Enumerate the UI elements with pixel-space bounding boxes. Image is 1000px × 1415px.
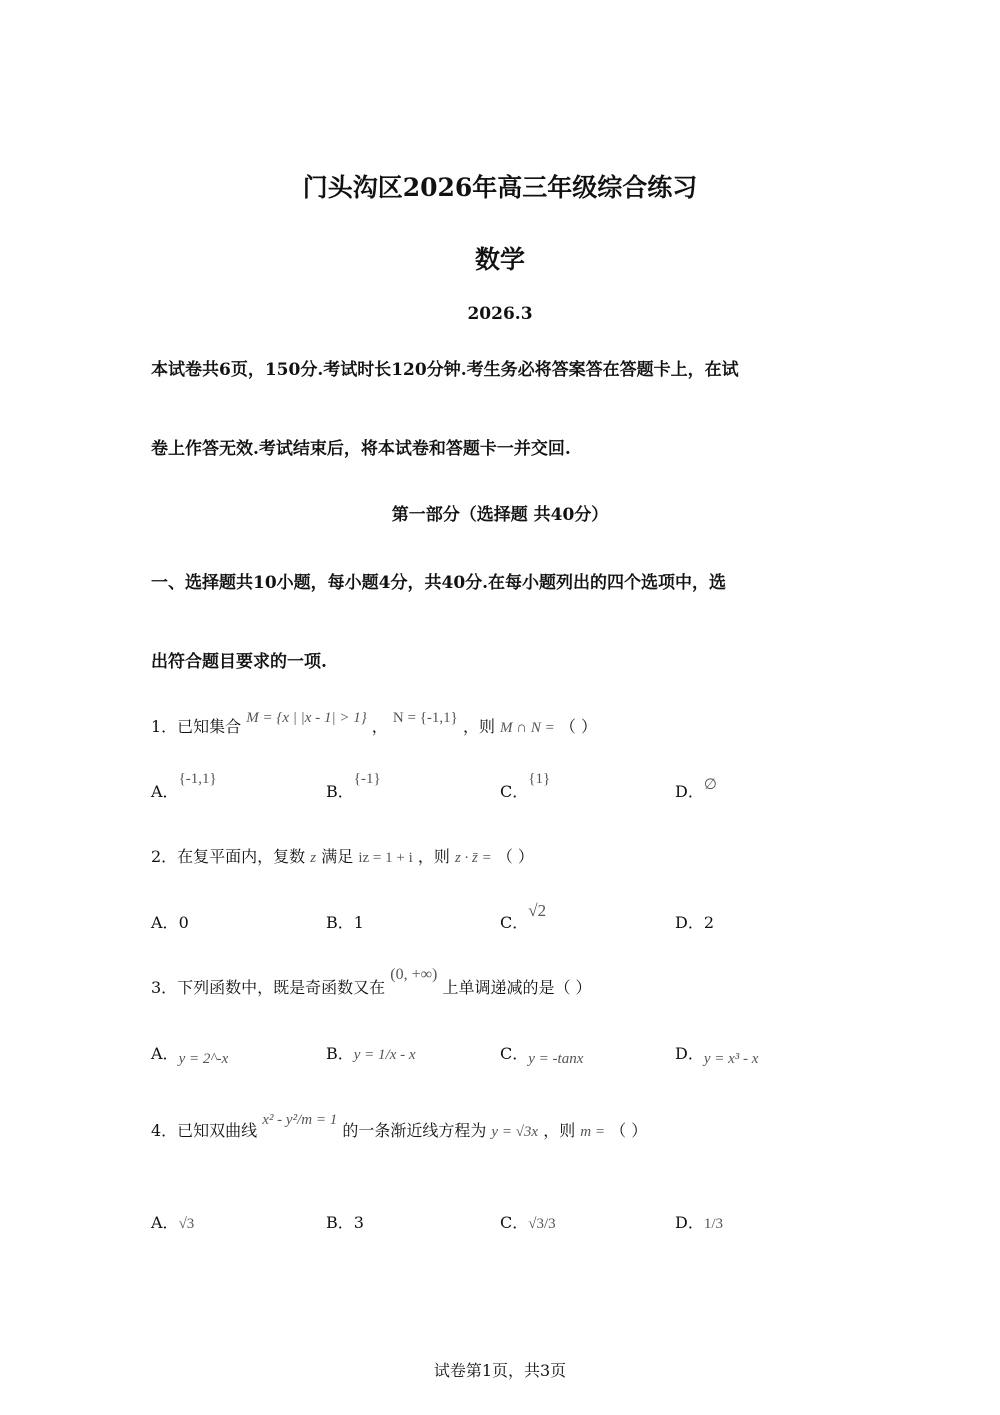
option-value: {-1,1}	[178, 771, 217, 787]
question-1-option-c	[500, 771, 551, 802]
option-label: D．	[675, 1213, 704, 1232]
question-2-option-c	[500, 901, 547, 933]
question-3-option-c	[500, 1041, 584, 1067]
question-2-mid-1: 满足	[321, 847, 354, 866]
page-footer: 试卷第1页，共3页	[433, 1361, 567, 1380]
question-3-interval: (0, +∞)	[390, 966, 438, 983]
option-label: D．	[675, 782, 704, 801]
option-value: 1	[353, 913, 364, 932]
option-label: A．	[151, 913, 179, 932]
option-value: {-1}	[353, 771, 381, 787]
question-1-intersection: M ∩ N =	[500, 720, 555, 736]
question-1-prefix: 1．已知集合	[151, 717, 242, 736]
question-1-mid: ，则	[462, 717, 495, 736]
option-value: 3	[353, 1213, 364, 1232]
question-1-option-a	[151, 771, 217, 802]
option-value: y = 2^-x	[178, 1051, 229, 1067]
question-3-option-a	[151, 1041, 229, 1067]
option-label: B．	[326, 1044, 354, 1063]
option-label: A．	[151, 1044, 179, 1063]
empty-set-symbol: ∅	[703, 777, 717, 793]
section-instructions-line-2: 出符合题目要求的一项.	[151, 652, 327, 672]
question-2-option-d	[675, 910, 714, 933]
question-1-option-d	[675, 779, 717, 802]
option-label: C．	[500, 1044, 529, 1063]
exam-date: 2026.3	[467, 304, 533, 324]
question-4-hyperbola: x² - y²/m = 1	[262, 1112, 338, 1128]
question-1-option-b	[326, 771, 381, 802]
option-value: y = 1/x - x	[353, 1047, 416, 1063]
question-4-mid-2: ，则	[543, 1121, 576, 1140]
question-2-option-a	[151, 910, 189, 933]
option-label: C．	[500, 1213, 529, 1232]
question-4-m-equals: m =	[580, 1124, 606, 1140]
instructions-line-2: 卷上作答无效.考试结束后，将本试卷和答题卡一并交回.	[151, 439, 571, 459]
question-4-bracket: （ ）	[610, 1121, 648, 1140]
section-instructions-line-1: 一、选择题共10小题，每小题4分，共40分.在每小题列出的四个选项中，选	[151, 573, 727, 593]
question-3-prefix: 3．下列函数中，既是奇函数又在	[151, 978, 386, 997]
option-label: B．	[326, 782, 354, 801]
option-value: 1/3	[703, 1216, 724, 1232]
question-3-suffix: 上单调递减的是（ ）	[442, 978, 592, 997]
instructions-line-1: 本试卷共6页，150分.考试时长120分钟.考生务必将答案答在答题卡上，在试	[151, 360, 739, 380]
subject-title: 数学	[474, 245, 525, 274]
question-4-option-c	[500, 1210, 556, 1233]
question-2-prefix: 2．在复平面内，复数	[151, 847, 306, 866]
question-4-asymptote: y = √3x	[491, 1124, 539, 1140]
question-1-set-m: M = {x | |x - 1| > 1}	[246, 710, 367, 726]
question-1-separator: ，	[371, 717, 388, 736]
option-value: y = -tanx	[528, 1051, 584, 1067]
option-value: {1}	[528, 771, 551, 787]
question-4-prefix: 4．已知双曲线	[151, 1121, 258, 1140]
option-label: B．	[326, 913, 354, 932]
question-1	[151, 710, 597, 737]
option-label: D．	[675, 913, 704, 932]
question-2-bracket: （ ）	[496, 847, 534, 866]
option-label: A．	[151, 1213, 179, 1232]
question-4	[151, 1112, 648, 1141]
question-3-option-b	[326, 1041, 416, 1064]
question-2-var-z: z	[310, 850, 317, 866]
option-label: C．	[500, 782, 529, 801]
part-one-heading: 第一部分（选择题 共40分）	[391, 505, 609, 525]
question-4-option-d	[675, 1210, 723, 1233]
question-2-product: z · z̄ =	[454, 850, 492, 866]
option-value: 2	[703, 913, 715, 932]
question-1-bracket: （ ）	[559, 717, 597, 736]
option-value: √3	[178, 1216, 195, 1232]
question-4-option-b	[326, 1210, 364, 1233]
question-3-option-d	[675, 1041, 759, 1067]
option-value: y = x³ - x	[703, 1051, 759, 1067]
question-3	[151, 966, 592, 998]
exam-title: 门头沟区2026年高三年级综合练习	[302, 173, 698, 202]
option-label: C．	[500, 913, 529, 932]
option-value: √2	[528, 901, 547, 920]
option-value: 0	[178, 913, 189, 932]
question-1-set-n: N = {-1,1}	[392, 710, 458, 726]
option-label: B．	[326, 1213, 354, 1232]
question-2-option-b	[326, 910, 364, 933]
question-4-option-a	[151, 1210, 194, 1233]
option-label: D．	[675, 1044, 704, 1063]
question-2-condition: iz = 1 + i	[358, 850, 413, 866]
option-label: A．	[151, 782, 179, 801]
question-2-mid-2: ，则	[417, 847, 450, 866]
option-value: √3/3	[528, 1216, 556, 1232]
question-2	[151, 844, 534, 867]
question-4-mid-1: 的一条渐近线方程为	[342, 1121, 487, 1140]
